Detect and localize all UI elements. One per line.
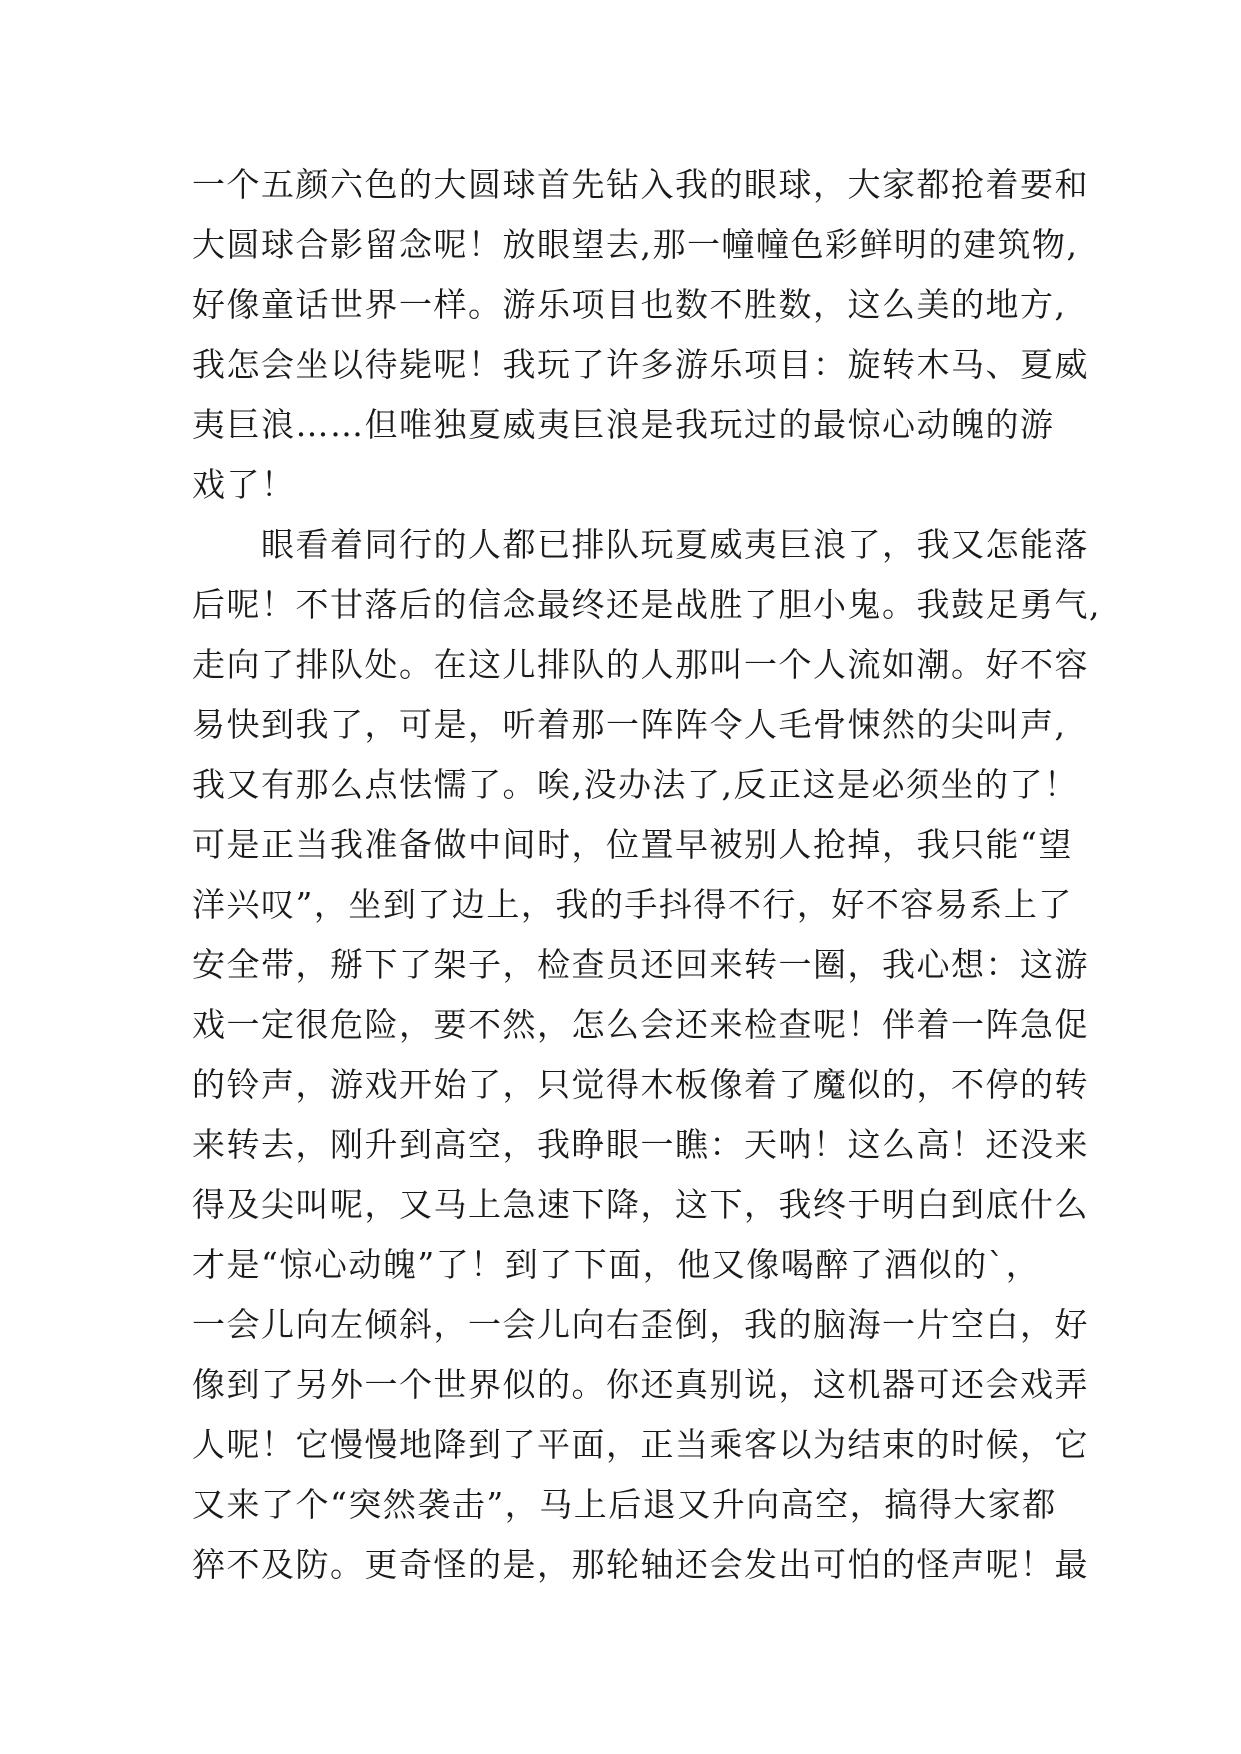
text-line: 一会儿向左倾斜，一会儿向右歪倒，我的脑海一片空白，好 [192,1305,1089,1344]
text-line: 又来了个“突然袭击”，马上后退又升向高空，搞得大家都 [192,1485,1057,1524]
text-line: 人呢！它慢慢地降到了平面，正当乘客以为结束的时候，它 [192,1425,1089,1464]
text-line: 猝不及防。更奇怪的是，那轮轴还会发出可怕的怪声呢！最 [192,1545,1089,1584]
text-line: 后呢！不甘落后的信念最终还是战胜了胆小鬼。我鼓足勇气, [192,585,1101,624]
text-line: 的铃声，游戏开始了，只觉得木板像着了魔似的，不停的转 [192,1065,1089,1104]
text-line: 易快到我了，可是，听着那一阵阵令人毛骨悚然的尖叫声, [192,705,1067,744]
text-line: 眼看着同行的人都已排队玩夏威夷巨浪了，我又怎能落 [192,525,1089,564]
text-line: 安全带，掰下了架子，检查员还回来转一圈，我心想：这游 [192,945,1089,984]
text-line: 好像童话世界一样。游乐项目也数不胜数，这么美的地方, [192,285,1067,324]
text-line: 可是正当我准备做中间时，位置早被别人抢掉，我只能“望 [192,825,1073,864]
text-line: 才是“惊心动魄”了！到了下面，他又像喝醉了酒似的`， [192,1245,1041,1284]
text-line: 一个五颜六色的大圆球首先钻入我的眼球，大家都抢着要和 [192,165,1089,204]
text-line: 走向了排队处。在这儿排队的人那叫一个人流如潮。好不容 [192,645,1089,684]
text-line: 得及尖叫呢，又马上急速下降，这下，我终于明白到底什么 [192,1185,1089,1224]
text-line: 戏一定很危险，要不然，怎么会还来检查呢！伴着一阵急促 [192,1005,1089,1044]
text-line: 洋兴叹”，坐到了边上，我的手抖得不行，好不容易系上了 [192,885,1073,924]
text-line: 大圆球合影留念呢！放眼望去,那一幢幢色彩鲜明的建筑物, [192,225,1079,264]
text-line: 夷巨浪……但唯独夏威夷巨浪是我玩过的最惊心动魄的游 [192,405,1055,444]
text-line: 像到了另外一个世界似的。你还真别说，这机器可还会戏弄 [192,1365,1089,1404]
essay-body [192,155,1101,1595]
text-line: 我怎会坐以待毙呢！我玩了许多游乐项目：旋转木马、夏威 [192,345,1089,384]
text-line: 我又有那么点怯懦了。唉,没办法了,反正这是必须坐的了！ [192,765,1079,804]
text-line: 来转去，刚升到高空，我睁眼一瞧：天呐！这么高！还没来 [192,1125,1089,1164]
text-line: 戏了！ [192,465,296,504]
